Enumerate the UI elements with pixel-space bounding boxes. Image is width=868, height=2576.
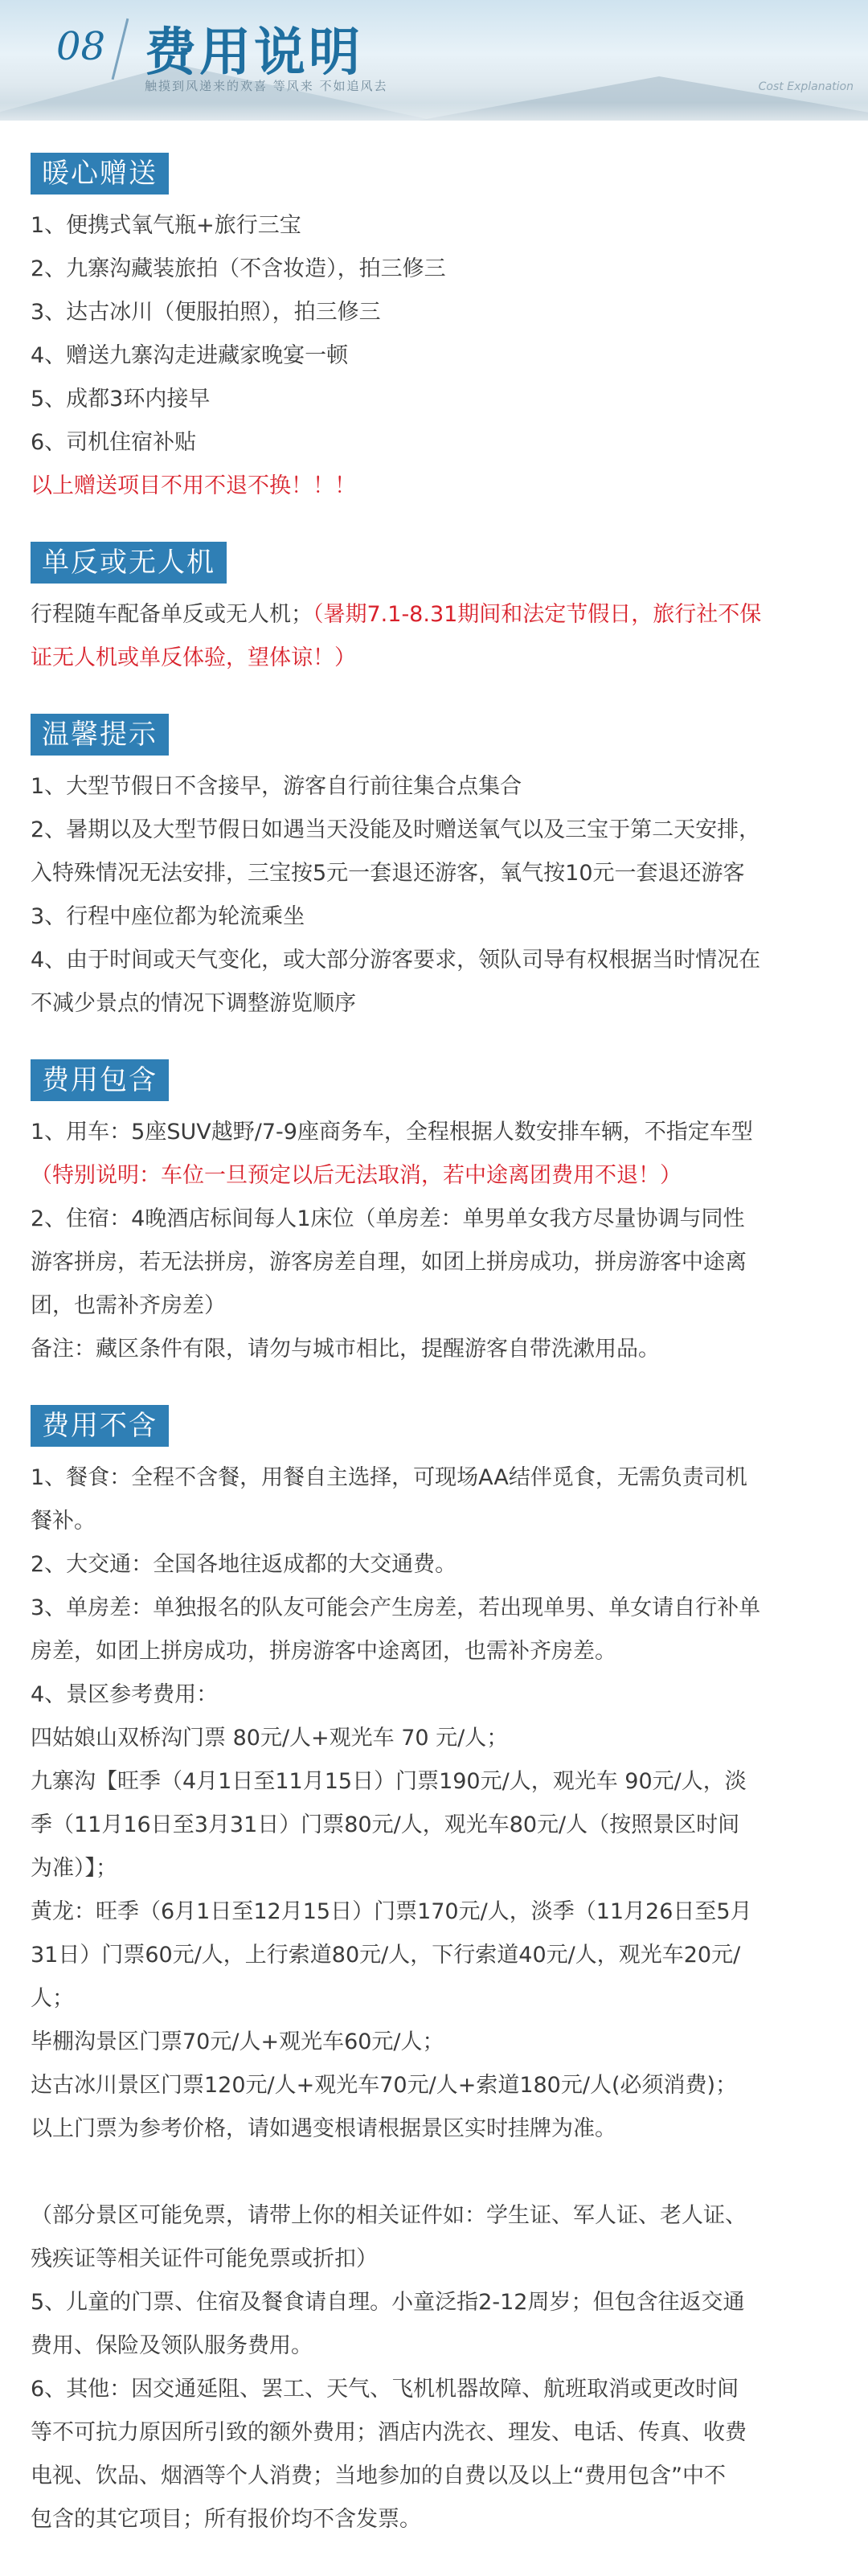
section-tips [31,714,837,1026]
list-item: 1、大型节假日不含接早，游客自行前往集合点集合 [31,774,522,799]
section-included [31,1059,837,1371]
list-item: 四姑娘山双桥沟门票 80元/人+观光车 70 元/人； [31,1726,509,1751]
snow-decoration [0,103,868,121]
warning-text: （暑期7.1-8.31期间和法定节假日，旅行社不保 [313,602,762,627]
list-item: 2、住宿：4晚酒店标间每人1床位（单房差：单男单女我方尽量协调与同性 [31,1206,745,1231]
page-subtitle: 触摸到风递来的欢喜 等风来 不如追风去 [145,79,388,93]
list-item: 4、景区参考费用： [31,1682,219,1707]
list-item: 达古冰川景区门票120元/人+观光车70元/人+索道180元/人(必须消费)； [31,2073,738,2098]
list-item: （部分景区可能免票，请带上你的相关证件如：学生证、军人证、老人证、 [31,2203,747,2228]
header-banner [0,0,868,121]
list-item: 备注：藏区条件有限，请勿与城市相比，提醒游客自带洗漱用品。 [31,1337,660,1362]
list-item: 6、其他：因交通延阻、罢工、天气、飞机机器故障、航班取消或更改时间 [31,2377,739,2402]
page-title: 费用说明 [145,23,363,83]
section-title: 费用不含 [31,1405,169,1447]
excluded-list [31,1456,837,2541]
list-item: 入特殊情况无法安排，三宝按5元一套退还游客，氧气按10元一套退还游客 [31,861,745,886]
list-item: 游客拼房，若无法拼房，游客房差自理，如团上拼房成功，拼房游客中途离 [31,1250,747,1275]
list-item: 5、儿童的门票、住宿及餐食请自理。小童泛指2-12周岁；但包含往返交通 [31,2290,745,2315]
content [0,121,868,2541]
list-item: 电视、饮品、烟酒等个人消费；当地参加的自费以及以上“费用包含”中不 [31,2463,726,2488]
warning-text: 证无人机或单反体验，望体谅！） [31,645,356,670]
list-item: 1、用车：5座SUV越野/7-9座商务车，全程根据人数安排车辆，不指定车型 [31,1120,753,1145]
section-title: 单反或无人机 [31,542,227,584]
list-item: 以上门票为参考价格，请如遇变根请根据景区实时挂牌为准。 [31,2116,616,2141]
list-item: 4、由于时间或天气变化，或大部分游客要求，领队司导有权根据当时情况在 [31,948,761,973]
list-item: 九寨沟【旺季（4月1日至11月15日）门票190元/人，观光车 90元/人，淡 [31,1769,747,1794]
list-item: 毕棚沟景区门票70元/人+观光车60元/人； [31,2029,444,2054]
list-item: 3、行程中座位都为轮流乘坐 [31,904,305,929]
list-item: 残疾证等相关证件可能免票或折扣） [31,2246,378,2271]
list-item: 为准）】； [31,1856,117,1881]
section-title: 暖心赠送 [31,153,169,195]
text-span: 行程随车配备单反或无人机； [31,602,313,627]
list-item: 3、达古冰川（便服拍照），拍三修三 [31,300,381,325]
list-item: 房差，如团上拼房成功，拼房游客中途离团，也需补齐房差。 [31,1639,616,1664]
list-item: 等不可抗力原因所引致的额外费用；酒店内洗衣、理发、电话、传真、收费 [31,2420,747,2445]
warning-text: （特别说明：车位一旦预定以后无法取消，若中途离团费用不退！） [31,1163,682,1188]
list-item: 2、暑期以及大型节假日如遇当天没能及时赠送氧气以及三宝于第二天安排， [31,817,761,842]
section-gifts [31,153,837,508]
list-item: 1、餐食：全程不含餐，用餐自主选择，可现场AA结伴觅食，无需负责司机 [31,1465,747,1490]
english-title: Cost Explanation [758,80,854,93]
list-item: 1、便携式氧气瓶+旅行三宝 [31,213,301,238]
list-item: 人； [31,1986,74,2011]
list-item: 5、成都3环内接早 [31,387,211,412]
list-item: 2、九寨沟藏装旅拍（不含妆造），拍三修三 [31,256,446,281]
section-number: 08 [56,24,106,69]
paragraph-line [31,593,837,637]
list-item: 4、赠送九寨沟走进藏家晚宴一顿 [31,343,349,368]
list-item: 季（11月16日至3月31日）门票80元/人，观光车80元/人（按照景区时间 [31,1812,740,1837]
section-title: 温馨提示 [31,714,169,756]
list-item: 3、单房差：单独报名的队友可能会产生房差，若出现单男、单女请自行补单 [31,1595,761,1620]
list-item: 餐补。 [31,1509,96,1534]
list-item: 团，也需补齐房差） [31,1293,226,1318]
section-title: 费用包含 [31,1059,169,1101]
spacer [31,2151,837,2194]
list-item: 2、大交通：全国各地往返成都的大交通费。 [31,1552,457,1577]
list-item: 费用、保险及领队服务费用。 [31,2333,313,2358]
list-item: 不减少景点的情况下调整游览顺序 [31,991,356,1016]
list-item: 31日）门票60元/人，上行索道80元/人，下行索道40元/人，观光车20元/ [31,1943,741,1968]
list-item: 6、司机住宿补贴 [31,430,197,455]
section-excluded [31,1405,837,2541]
list-item: 包含的其它项目；所有报价均不含发票。 [31,2507,421,2532]
section-camera [31,542,837,680]
list-item: 黄龙：旺季（6月1日至12月15日）门票170元/人，淡季（11月26日至5月 [31,1899,752,1924]
warning-note: 以上赠送项目不用不退不换！！！ [31,473,356,498]
